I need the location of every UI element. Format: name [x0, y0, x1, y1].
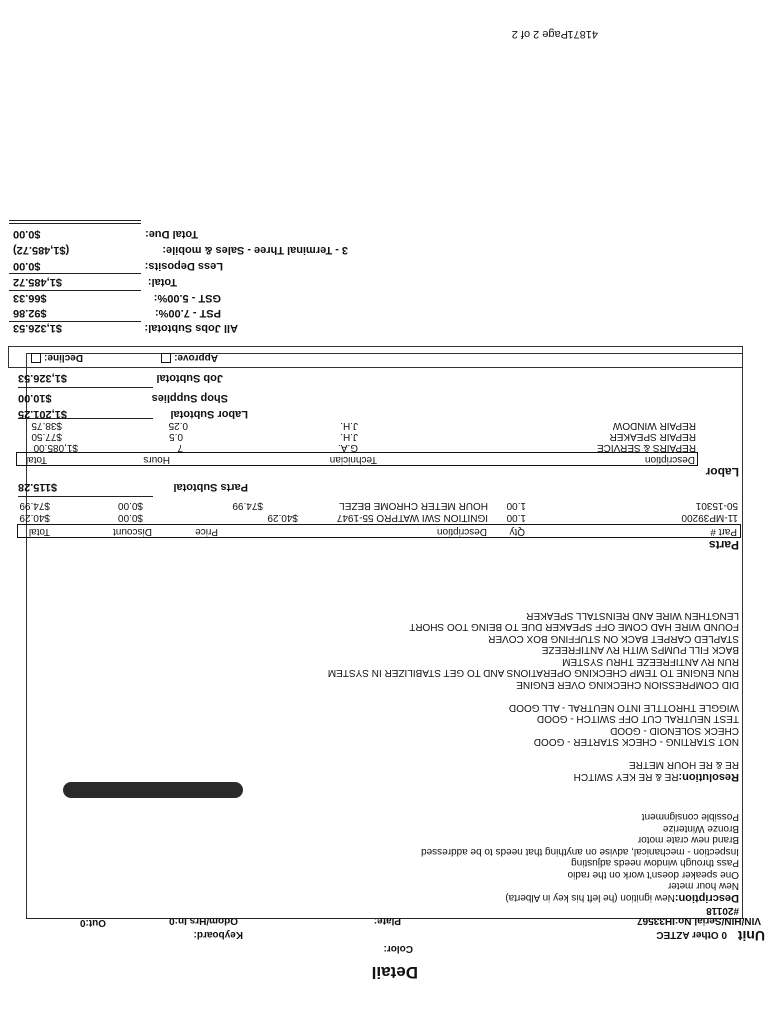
description-line: Brand new crate motor: [637, 834, 739, 846]
labor-technician: J.H.: [340, 431, 358, 442]
total-value: $1,485.72: [13, 276, 62, 288]
labor-hours: 0.5: [169, 431, 183, 442]
table-row: [18, 499, 738, 511]
table-row: [18, 430, 698, 442]
total-due-value: $0.00: [13, 228, 41, 240]
job-subtotal-value: $1,326.53: [18, 372, 67, 384]
resolution-line: FOUND WIRE HAD COME OFF SPEAKER DUE TO BEING TOO SHORT: [409, 621, 739, 633]
part-number: 50-15301: [695, 500, 738, 511]
part-description: IGNITION SWI WATPRO 55-1947: [336, 512, 488, 523]
description-line: One speaker doesn't work on the radio: [567, 869, 739, 880]
page-title: Detail: [371, 963, 418, 982]
description-line: New ignition (he left his key in Alberta): [505, 892, 675, 903]
labor-hours: 0.25: [168, 420, 188, 431]
labor-technician: G.A.: [337, 442, 358, 453]
col-technician: Technician: [329, 454, 377, 465]
description-line: Bronze Winterize: [662, 823, 739, 834]
labor-total: $77.50: [31, 431, 62, 442]
part-qty: 1.00: [506, 512, 526, 523]
col-description: Description: [436, 526, 487, 537]
divider: [9, 321, 141, 322]
col-hours: Hours: [143, 454, 170, 465]
gst-value: $66.33: [13, 292, 47, 304]
page-number: 41871: [567, 28, 598, 40]
part-price: $40.29: [267, 512, 298, 523]
parts-subtotal-value: $115.28: [18, 481, 58, 493]
approval-bar: [8, 346, 743, 368]
labor-description: REPAIR WINDOW: [612, 420, 696, 431]
divider: [18, 387, 153, 388]
decline-label: Decline:: [44, 352, 83, 363]
labor-technician: J.H.: [340, 420, 358, 431]
total-label: Total:: [147, 276, 177, 288]
resolution-line: NOT STARTING - CHECK STARTER - GOOD: [533, 736, 739, 748]
approve-checkbox[interactable]: [161, 353, 171, 363]
redaction-mark: [63, 782, 243, 798]
odom-value: 0: [169, 915, 175, 926]
resolution-line: LENGTHEN WIRE AND REINSTALL SPEAKER: [526, 610, 739, 621]
table-row: [18, 419, 698, 431]
description-line: New hour meter: [667, 880, 739, 892]
terminal-value: ($1,485.72): [13, 244, 70, 256]
divider: [9, 273, 141, 274]
col-part: Part #: [710, 526, 737, 537]
description-line: Possible consignment: [641, 811, 739, 823]
keyboard-label: Keyboard:: [193, 929, 243, 940]
resolution-line: RUN ENGINE TO TEMP CHECKING OPERATIONS AND TO GET STABILIZER IN SYSTEM: [327, 667, 739, 679]
shop-supplies-label: Shop Supplies: [151, 392, 228, 404]
table-row: [18, 511, 738, 523]
parts-heading: Parts: [708, 538, 739, 552]
resolution-line: [736, 748, 739, 759]
labor-total: $1,085.00: [33, 442, 78, 453]
deposits-value: $0.00: [13, 260, 41, 272]
vin-value: IH33567: [637, 915, 675, 926]
part-qty: 1.00: [506, 500, 526, 511]
pst-label: PST - 7.00%:: [154, 307, 221, 319]
odom-label-text: Odom/Hrs In:: [174, 915, 238, 926]
col-price: Price: [195, 526, 218, 537]
all-jobs-value: $1,326.53: [13, 322, 62, 334]
resolution-line: RE & RE HOUR METRE: [628, 759, 739, 771]
unit-label: Unit: [737, 928, 765, 944]
col-total: Total: [25, 454, 47, 465]
divider: [9, 220, 141, 221]
job-number: #20118: [706, 905, 739, 916]
total-due-label: Total Due:: [145, 228, 198, 240]
labor-total: $38.75: [31, 420, 62, 431]
shop-supplies-value: $10.00: [18, 392, 52, 404]
description-line: Pass through window needs adjusting: [571, 857, 739, 869]
resolution-line: [736, 691, 739, 702]
divider: [26, 918, 743, 919]
description-line: Inspection - mechanical, advise on anything that needs to be addressed: [421, 846, 739, 857]
col-qty: Qty: [509, 526, 525, 537]
gst-label: GST - 5.00%:: [153, 292, 221, 304]
labor-subtotal-value: $1,201.25: [18, 408, 67, 420]
labor-description: REPAIR SPEAKER: [609, 431, 696, 442]
decline-checkbox[interactable]: [31, 353, 41, 363]
resolution-line: STAPLED CARPET BACK ON STUFFING BOX COVER: [488, 633, 739, 644]
labor-description: REPAIRS & SERVICE: [596, 442, 696, 453]
deposits-label: Less Deposits:: [144, 260, 223, 272]
resolution-line: CHECK SOLENOID - GOOD: [610, 725, 739, 736]
resolution-label: Resolution:: [678, 771, 739, 783]
resolution-line: BACK FILL PUMPS WITH RV ANTIFREEZE: [541, 644, 739, 656]
labor-hours: 7: [177, 442, 183, 453]
unit-id: 0 Other AZTEC: [656, 929, 727, 940]
divider: [9, 223, 141, 224]
out-label-text: Out:: [85, 917, 106, 928]
table-row: [18, 441, 698, 453]
parts-table-header: [17, 524, 741, 538]
part-number: 11-MP39200: [681, 512, 738, 523]
parts-subtotal-label: Parts Subtotal: [173, 481, 248, 493]
job-description: [319, 811, 739, 903]
job-subtotal-label: Job Subtotal: [156, 372, 223, 384]
page-label: Page 2 of 2: [511, 28, 568, 40]
divider: [9, 290, 141, 291]
out-value: 0: [79, 917, 86, 928]
divider: [18, 496, 153, 497]
part-price: $74.99: [232, 500, 263, 511]
pst-value: $92.86: [13, 307, 47, 319]
approve-label: Approve:: [174, 352, 218, 363]
part-total: $74.99: [19, 500, 50, 511]
labor-table-header: [16, 452, 698, 466]
part-description: HOUR METER CHROME BEZEL: [339, 500, 488, 511]
color-label: Color:: [383, 943, 413, 954]
plate-label: Plate:: [373, 915, 401, 926]
labor-subtotal-label: Labor Subtotal: [170, 408, 248, 420]
resolution-line: DID COMPRESSION CHECKING OVER ENGINE: [516, 679, 739, 690]
part-discount: $0.00: [117, 500, 143, 511]
resolution-line: WIGGLE THROTTLE INTO NEUTRAL - ALL GOOD: [508, 702, 739, 713]
job-resolution: [239, 610, 739, 783]
terminal-label: 3 - Terminal Three - Sales & mobile:: [162, 244, 348, 256]
vin-label-text: VIN/HIN/Serial No:: [674, 915, 761, 926]
part-discount: $0.00: [117, 512, 143, 523]
all-jobs-label: All Jobs Subtotal:: [144, 322, 238, 334]
col-total: Total: [28, 526, 50, 537]
resolution-line: RUN RV ANTIFREEZE THRU SYSTEM: [562, 656, 739, 667]
part-total: $40.29: [19, 512, 50, 523]
decline-control[interactable]: [31, 352, 83, 363]
resolution-line: RE & RE KEY SWITCH: [573, 771, 679, 782]
resolution-line: TEST NEUTRAL CUT OFF SWITCH - GOOD: [536, 713, 739, 725]
labor-heading: Labor: [705, 465, 739, 479]
col-description: Description: [644, 454, 695, 465]
approve-control[interactable]: [161, 352, 218, 363]
description-label: Description:: [674, 892, 739, 904]
col-discount: Discount: [113, 526, 152, 537]
